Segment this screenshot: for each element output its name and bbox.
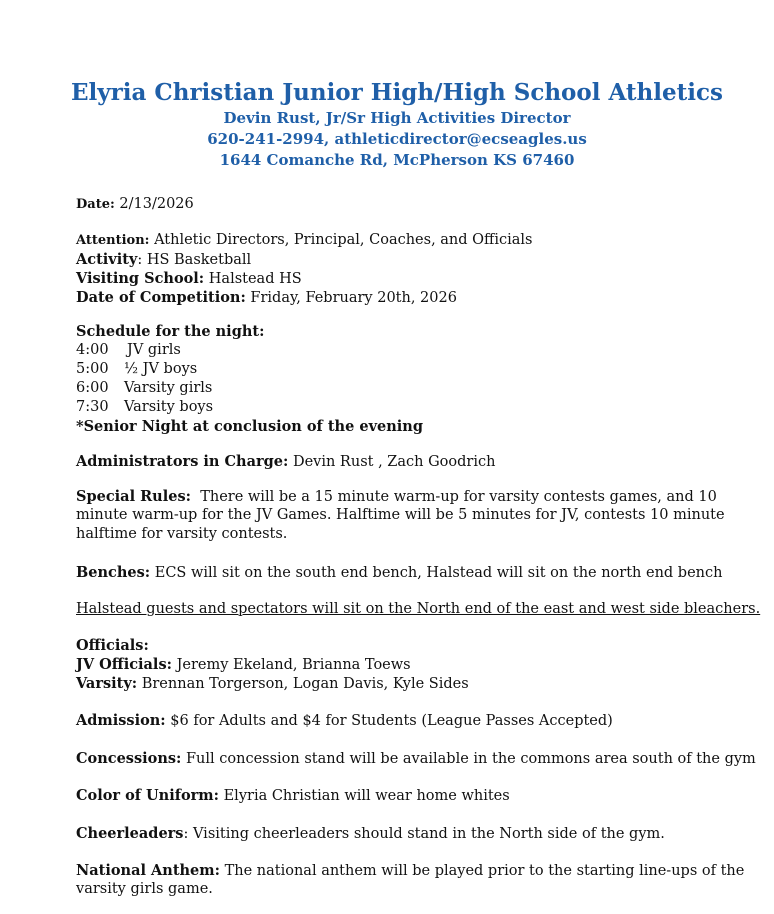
administrators-block (76, 452, 716, 471)
visiting-value: Halstead HS (208, 271, 302, 287)
director-name: Devin Rust, Jr/Sr High Activities Director (223, 109, 571, 127)
cheerleaders-block (76, 824, 716, 843)
date-value: 2/13/2026 (119, 196, 194, 212)
benches-block (76, 563, 723, 582)
schedule-block (76, 322, 716, 436)
cheerleaders-value: : Visiting cheerleaders should stand in the North side of the gym. (183, 826, 665, 842)
date-label: Date: (76, 197, 115, 212)
schedule-event: Varsity boys (124, 399, 214, 415)
schedule-time: 7:30 (76, 399, 109, 415)
guests-block (76, 600, 761, 619)
anthem-label: National Anthem: (76, 862, 220, 879)
concessions-block (76, 749, 756, 768)
competition-date-value: Friday, February 20th, 2026 (250, 290, 457, 306)
benches-label: Benches: (76, 564, 151, 581)
guests-seating-note: Halstead guests and spectators will sit on the North end of the east and west side bleachers. (76, 601, 761, 617)
schedule-item (76, 398, 716, 417)
special-rules-line-1: There will be a 15 minute warm-up for varsity contests games, and 10 (200, 489, 717, 505)
schedule-item (76, 360, 716, 379)
schedule-time: 6:00 (76, 380, 109, 396)
admission-block (76, 711, 716, 730)
varsity-officials-label: Varsity: (76, 675, 138, 692)
schedule-item (76, 379, 716, 398)
activity-label: Activity (76, 251, 138, 268)
jv-officials-label: JV Officials: (76, 656, 172, 673)
uniform-label: Color of Uniform: (76, 787, 219, 804)
officials-heading: Officials: (76, 637, 149, 654)
attention-label: Attention: (76, 233, 150, 248)
schedule-event: ½ JV boys (124, 361, 198, 377)
cheerleaders-label: Cheerleaders (76, 825, 184, 842)
administrators-value: Devin Rust , Zach Goodrich (292, 454, 496, 470)
attention-value: Athletic Directors, Principal, Coaches, and Officials (154, 232, 533, 248)
special-rules-block (76, 487, 725, 544)
uniform-value: Elyria Christian will wear home whites (223, 788, 510, 804)
administrators-label: Administrators in Charge: (76, 453, 289, 470)
school-title: Elyria Christian Junior High/High School Athletics (71, 79, 723, 106)
special-rules-label: Special Rules: (76, 488, 191, 505)
schedule-event: Varsity girls (124, 380, 213, 396)
schedule-event: JV girls (127, 342, 181, 358)
special-rules-line-2: minute warm-up for the JV Games. Halftime will be 5 minutes for JV, contests 10 minute (76, 507, 725, 523)
anthem-line-2: varsity girls game. (76, 881, 213, 897)
admission-value: $6 for Adults and $4 for Students (League Passes Accepted) (170, 713, 613, 729)
schedule-item (76, 341, 716, 360)
concessions-value: Full concession stand will be available in the commons area south of the gym (185, 751, 756, 767)
admission-label: Admission: (76, 712, 166, 729)
uniform-block (76, 786, 716, 805)
anthem-block (76, 861, 745, 899)
benches-value: ECS will sit on the south end bench, Halstead will sit on the north end bench (154, 565, 723, 581)
varsity-officials-value: Brennan Torgerson, Logan Davis, Kyle Sides (141, 676, 469, 692)
visiting-label: Visiting School: (76, 270, 205, 287)
anthem-line-1: The national anthem will be played prior to the starting line-ups of the (224, 863, 745, 879)
schedule-time: 5:00 (76, 361, 109, 377)
competition-date-label: Date of Competition: (76, 289, 246, 306)
schedule-heading: Schedule for the night: (76, 323, 265, 340)
date-line (76, 195, 716, 214)
officials-block (76, 636, 716, 693)
special-rules-line-3: halftime for varsity contests. (76, 526, 288, 542)
concessions-label: Concessions: (76, 750, 182, 767)
letterhead (0, 78, 774, 171)
activity-value: : HS Basketball (137, 252, 252, 268)
senior-night-note: *Senior Night at conclusion of the evening (76, 418, 423, 435)
event-info-block (76, 231, 716, 307)
schedule-time: 4:00 (76, 342, 109, 358)
jv-officials-value: Jeremy Ekeland, Brianna Toews (176, 657, 411, 673)
contact-info: 620-241-2994, athleticdirector@ecseagles.us (207, 130, 587, 148)
school-address: 1644 Comanche Rd, McPherson KS 67460 (219, 151, 575, 169)
